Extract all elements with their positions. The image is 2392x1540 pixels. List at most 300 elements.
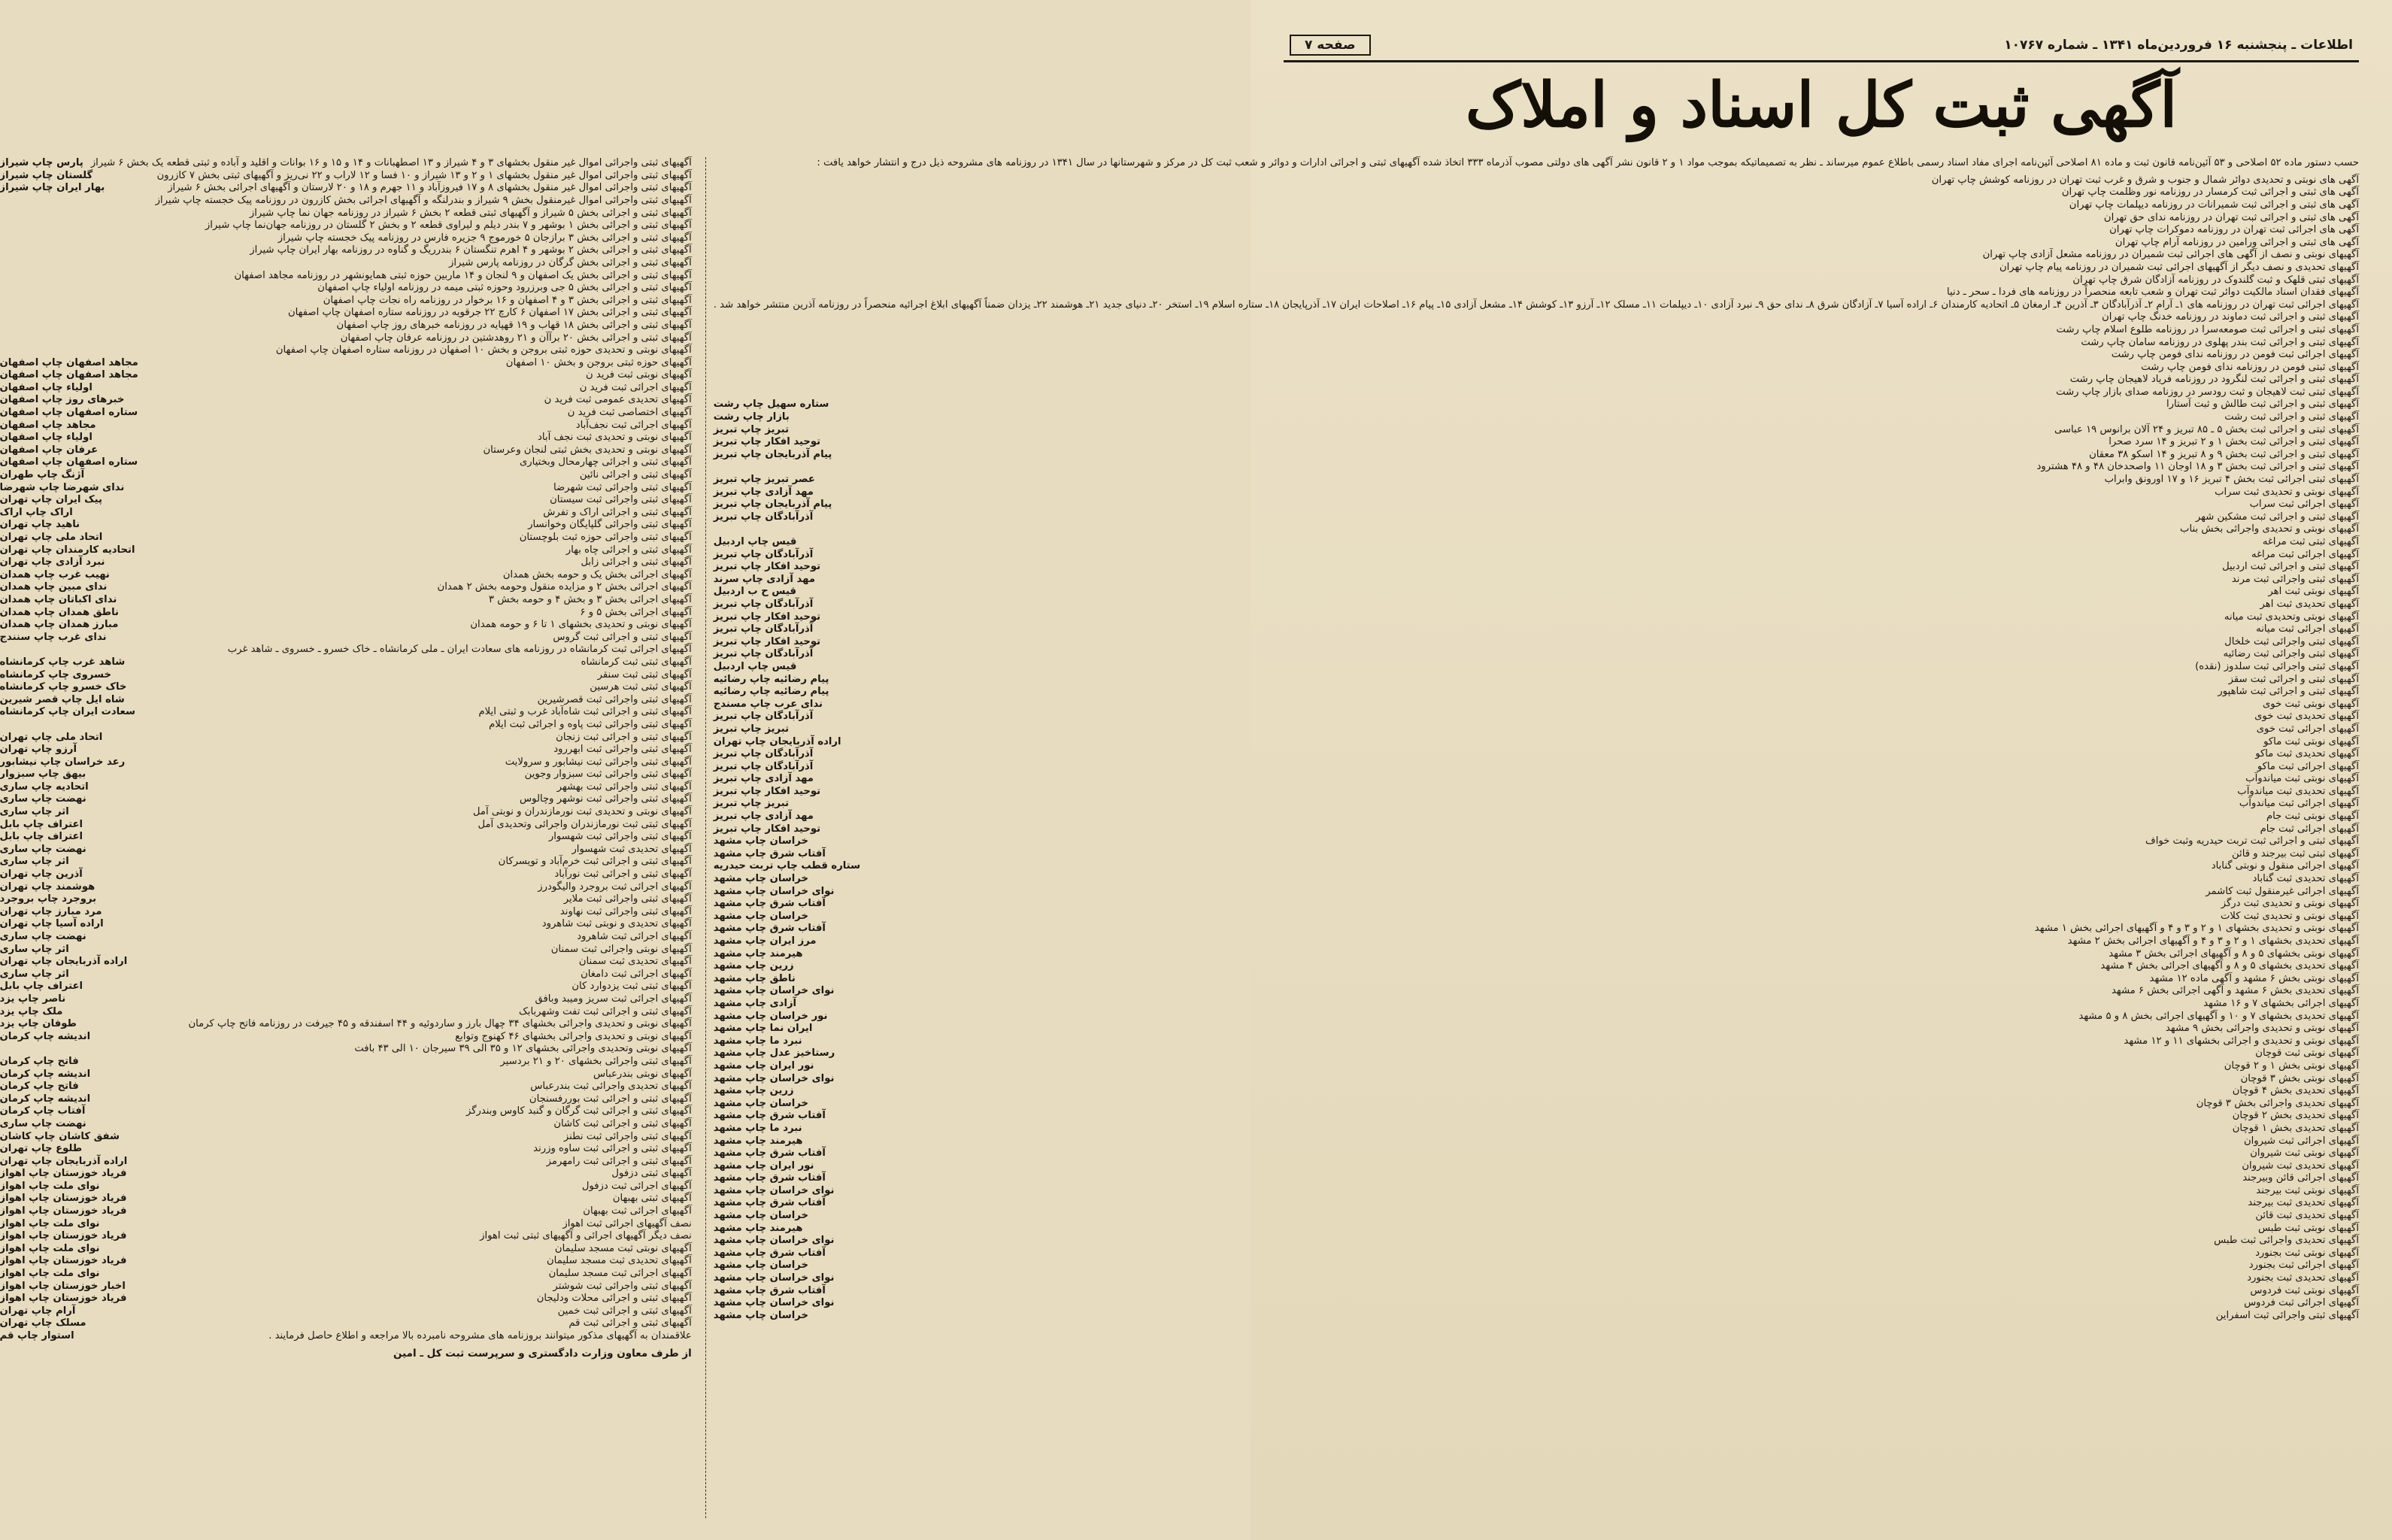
notice-line: [0, 694, 692, 707]
newspaper-name: نوای خراسان چاپ مشهد: [713, 985, 835, 997]
notice-text: آگهیهای اجرائی ثبت دزفول: [581, 1180, 692, 1192]
notice-line: [0, 1156, 692, 1169]
notice-line: [0, 1330, 692, 1343]
notice-line: [0, 931, 692, 944]
notice-text: آگهیهای ثبتی ثبت مراغه: [2262, 536, 2359, 547]
notice-line: [714, 1160, 2359, 1173]
notice-line: [714, 237, 2359, 250]
notice-line: [714, 898, 2359, 911]
notice-line: [0, 594, 692, 607]
newspaper-name: پیام رضائیه چاپ رضائیه: [713, 686, 829, 698]
notice-line: [714, 1235, 2359, 1247]
notice-text: آگهیهای تحدیدی بخش ۲ قوچان: [2232, 1110, 2359, 1122]
newspaper-name: آذرآبادگان چاپ تبریز: [713, 623, 814, 635]
notice-line: [0, 1193, 692, 1205]
notice-line: [0, 1118, 692, 1131]
newspaper-name: اندیشه چاپ کرمان: [0, 1030, 91, 1042]
notice-text: آگهیهای تحدیدی بخش ۶ مشهد و آگهی اجرائی بخش ۶ مشهد: [2111, 985, 2359, 997]
newspaper-name: رعد خراسان چاپ نیشابور: [0, 756, 126, 768]
newspaper-name: عرفان چاپ اصفهان: [0, 444, 99, 456]
notice-text: آگهیهای نوبتی و نصف از آگهی های اجرائی ثبت شمیران در روزنامه مشعل آزادی چاپ تهران: [1982, 249, 2359, 261]
newspaper-name: فریاد خوزستان چاپ اهواز: [0, 1255, 127, 1267]
notice-line: [714, 337, 2359, 350]
notice-text: آگهیهای تحدیدی ثبت خوی: [2254, 711, 2359, 723]
notice-line: [714, 960, 2359, 973]
notice-line: [0, 918, 692, 931]
notice-line: [714, 1047, 2359, 1060]
newspaper-name: نور خراسان چاپ مشهد: [713, 1010, 828, 1022]
notice-text: آگهیهای تحدیدی ثبت ماکو: [2255, 748, 2359, 760]
newspaper-name: ستاره قطب چاپ تربت حیدریه: [713, 860, 861, 872]
notice-text: آگهیهای ثبتی واجرائی ثبت خلخال: [2224, 635, 2359, 647]
newspaper-name: نوای خراسان چاپ مشهد: [713, 1297, 835, 1309]
notice-text: آگهیهای ثبتی و اجرائی بخش ۲۰ برآآن و ۲۱ روهدشتین در روزنامه عرفان چاپ اصفهان: [340, 332, 692, 344]
notice-line: [714, 1185, 2359, 1198]
notice-text: آگهیهای نوبتی و تحدیدی ثبت درگز: [2221, 898, 2359, 910]
notice-line: [0, 831, 692, 844]
notice-line: [0, 456, 692, 469]
newspaper-name: اراده آسیا چاپ تهران: [0, 918, 104, 930]
notice-text: آگهیهای ثبتی و اجرائی ثبت طالش و ثبت آستارا: [2166, 399, 2359, 411]
newspaper-name: خراسان چاپ مشهد: [713, 1210, 808, 1222]
notice-text: آگهیهای نوبتی و تحدیدی واجرائی بخش بناب: [2180, 523, 2359, 535]
newspaper-name: ندای شهرضا چاپ شهرضا: [0, 481, 125, 493]
notice-text: آگهیهای ثبتی و اجرائی بخش ۵ جی وبرزرود وحوزه ثبتی میمه در روزنامه اولیاء چاپ اصفهان: [317, 282, 692, 294]
notice-text: آگهیهای ثبتی واجرائی ثبت نیشابور و سرولایت: [505, 756, 692, 768]
newspaper-name: تبریز چاپ تبریز: [713, 798, 790, 810]
notice-line: [0, 208, 692, 220]
notice-text: آگهیهای ثبتی و اجرائی ثبت کاشان: [553, 1117, 692, 1129]
notice-line: [0, 1018, 692, 1031]
notice-text: آگهیهای ثبتی واجرائی ثبت شهسوار: [548, 831, 692, 843]
newspaper-name: نهضت چاپ ساری: [0, 1117, 86, 1129]
notice-line: [714, 474, 2359, 487]
notice-line: [0, 1243, 692, 1256]
newspaper-name: اندیشه چاپ کرمان: [0, 1068, 91, 1080]
notice-text: آگهیهای ثبتی و اجرائی ثبت رشت: [2224, 411, 2359, 423]
newspaper-name: بازار چاپ رشت: [713, 411, 790, 423]
notice-text: آگهیهای اجرائی ثبت بجنورد: [2248, 1260, 2359, 1272]
notice-line: [0, 856, 692, 869]
notice-text: آگهیهای ثبتی و اجرائی ثبت بخش ۱ و ۲ تبریز و ۱۴ سرد صحرا: [2109, 436, 2359, 448]
newspaper-name: نور ایران چاپ مشهد: [713, 1060, 814, 1072]
notice-line: [714, 1035, 2359, 1048]
newspaper-name: ستاره اصفهان چاپ اصفهان: [0, 456, 138, 468]
newspaper-name: خبرهای روز چاپ اصفهان: [0, 394, 125, 406]
notice-line: [0, 819, 692, 832]
newspaper-name: تبریز چاپ تبریز: [713, 423, 790, 435]
newspaper-name: اثر چاپ ساری: [0, 968, 69, 980]
notice-text: آگهیهای اجرائی ثبت سریز ومیبد وبافق: [535, 993, 692, 1005]
notice-line: [714, 761, 2359, 774]
notice-text: آگهیهای نوبتی ثبت فردوس: [2250, 1284, 2359, 1296]
notice-line: [714, 798, 2359, 811]
newspaper-name: اعتراف چاپ بابل: [0, 981, 83, 993]
newspaper-name: نوای ملت چاپ اهواز: [0, 1180, 100, 1192]
notice-line: [0, 869, 692, 881]
notice-line: [0, 732, 692, 744]
newspaper-name: پیام آذربایجان چاپ تبریز: [713, 448, 832, 460]
notice-text: آگهیهای ثبتی و اجرائی ثبت شاهپور: [2218, 686, 2359, 698]
notice-line: [0, 232, 692, 245]
notice-text: آگهیهای نوبتی و تحدیدی واجرائی بخش ۹ مشهد: [2166, 1023, 2359, 1035]
notice-line: [0, 469, 692, 482]
notice-text: آگهیهای اجرائی منقول و نوبتی گناباد: [2211, 860, 2359, 872]
newspaper-name: آفتاب شرق چاپ مشهد: [713, 1147, 826, 1160]
notice-text: آگهیهای تحدیدی واجرائی ثبت بندرعباس: [530, 1081, 692, 1093]
notice-line: [0, 407, 692, 420]
newspaper-name: مهد آزادی چاپ سرند: [713, 573, 815, 585]
notice-text: آگهیهای ثبتی و اجرائی ثبت گروس: [553, 631, 692, 643]
notice-line: [714, 212, 2359, 225]
notice-text: آگهیهای ثبتی واجرائی ثبت نوشهر وچالوس: [520, 793, 692, 805]
notice-text: آگهیهای ثبتی واجرائی ثبت سیستان: [550, 494, 692, 506]
notice-line: [0, 656, 692, 669]
notice-text: آگهیهای ثبتی و اجرائی ثبت بخش ۳ و ۱۸ اوجان ۱۱ واصحدخان ۴۸ و ۴۸ هشترود: [2036, 461, 2359, 473]
notice-line: [714, 674, 2359, 687]
newspaper-name: توحید افکار چاپ تبریز: [713, 561, 821, 573]
notice-text: آگهیهای اجرائی ثبت نجف‌آباد: [575, 419, 692, 431]
notice-line: [714, 1272, 2359, 1285]
notice-line: [714, 1285, 2359, 1298]
notice-line: [0, 1143, 692, 1156]
notice-text: آگهیهای ثبتی و اجرائی چاه بهار: [565, 544, 692, 556]
newspaper-name: ندای مبین چاپ همدان: [0, 581, 108, 593]
newspaper-name: خراسان چاپ مشهد: [713, 1097, 808, 1109]
notice-text: آگهیهای نوبتی و تحدیدی ثبت نورمازندران و نوبتی آمل: [472, 806, 692, 818]
notice-line: [714, 586, 2359, 599]
notice-text: آگهیهای اختصاصی ثبت فرید ن: [567, 407, 692, 419]
notice-line: [714, 711, 2359, 723]
notice-line: [714, 823, 2359, 836]
notice-line: [714, 786, 2359, 799]
newspaper-name: آفتاب شرق چاپ مشهد: [713, 1172, 826, 1184]
notice-line: [714, 848, 2359, 861]
newspaper-name: خراسان چاپ مشهد: [713, 910, 808, 922]
newspaper-name: اراک چاپ اراک: [0, 506, 73, 518]
notice-line: [0, 394, 692, 407]
notice-text: آگهیهای ثبتی واجرائی ثبت شوشتر: [553, 1280, 692, 1292]
notice-text: آگهیهای ثبتی و اجرائی چهارمحال وبختیاری: [519, 456, 692, 468]
notice-text: آگهیهای ثبتی و اجرائی ثبت سقز: [2228, 673, 2359, 685]
notice-text: آگهیهای تحدیدی بخش ۱ قوچان: [2232, 1122, 2359, 1134]
newspaper-name: مجاهد اصفهان چاپ اصفهان: [0, 369, 138, 381]
notice-text: آگهیهای تحدیدی عمومی ثبت فرید ن: [544, 394, 692, 406]
newspaper-name: آژنگ چاپ طهران: [0, 469, 85, 481]
notice-line: [0, 519, 692, 532]
notice-text: آگهی های اجرائی ثبت تهران در روزنامه دموکرات چاپ تهران: [2109, 224, 2359, 236]
left-column: [0, 157, 692, 1518]
notice-line: [0, 1056, 692, 1069]
newspaper-name: آرام چاپ تهران: [0, 1305, 76, 1317]
newspaper-name: آذرآبادگان چاپ تبریز: [713, 511, 814, 523]
notice-line: [714, 561, 2359, 574]
notice-line: [714, 1260, 2359, 1272]
notice-line: [714, 399, 2359, 411]
notice-line: [714, 224, 2359, 237]
notice-text: آگهیهای ثبتی ثبت هرسین: [590, 681, 692, 693]
newspaper-name: شفق کاشان چاپ کاشان: [0, 1130, 120, 1142]
newspaper-name: اندیشه چاپ کرمان: [0, 1093, 91, 1105]
notice-text: آگهیهای اجرائی ثبت جام: [2260, 823, 2359, 835]
notice-line: [714, 748, 2359, 761]
notice-text: آگهیهای ثبتی و اجرائی بخش یک اصفهان و ۹ لنجان و ۱۴ ماربین حوزه ثبتی همایونشهر در روزنامه مجاهد اصفهان: [234, 269, 692, 281]
notice-line: [0, 220, 692, 232]
newspaper-name: نور ایران چاپ مشهد: [713, 1160, 814, 1172]
notice-text: آگهیهای ثبتی واجرائی اموال غیر منقول بخشهای ۳ و ۴ شیراز و ۱۳ اصطهبانات و ۱۴ و ۱۵ و ۱۶ بوانات و اقلید و آباده و ثبتی قطعه یک بخش ۶ شیراز: [90, 157, 692, 169]
notice-text: آگهیهای نوبتی و تحدیدی بخش ثبتی لنجان وعرستان: [483, 444, 692, 456]
notice-line: [714, 1085, 2359, 1098]
notice-text: آگهی های ثبتی و اجرائی ثبت شمیرانات در روزنامه دیپلمات چاپ تهران: [2069, 199, 2359, 211]
notice-line: [0, 369, 692, 382]
notice-line: [714, 499, 2359, 511]
notice-text: آگهیهای ثبتی و اجرائی ثبت خمین: [557, 1305, 692, 1317]
notice-text: آگهیهای ثبتی بهبهان: [612, 1193, 692, 1205]
notice-line: [0, 644, 692, 656]
notice-line: [714, 623, 2359, 636]
notice-line: [714, 461, 2359, 474]
notice-text: آگهیهای اجرائی غیرمنقول ثبت کاشمر: [2206, 885, 2359, 897]
notice-text: آگهیهای نوبتی ثبت طبس: [2257, 1222, 2359, 1234]
notice-text: آگهیهای اجرائی ثبت میانه: [2256, 623, 2359, 635]
notice-line: [714, 1147, 2359, 1160]
notice-text: آگهیهای ثبتی واجرائی اموال غیرمنقول بخش ۹ شیراز و بندرلنگه و آگهیهای اجرائی بخش کازرون در روزنامه پیک خجسته چاپ شیراز: [155, 194, 692, 206]
notice-text: آگهیهای تحدیدی ثبت گناباد: [2252, 873, 2359, 885]
newspaper-name: اراده آذربایجان چاپ تهران: [713, 735, 841, 747]
notice-line: [714, 1011, 2359, 1023]
notice-text: آگهیهای ثبتی واجرائی ثبت ملایر: [563, 893, 692, 905]
notice-text: آگهیهای ثبتی و اجرائی بخش ۲ بوشهر و ۴ اهرم تنگستان ۶ بندرریگ و گناوه در روزنامه بهار ایران چاپ شیراز: [250, 244, 692, 256]
newspaper-name: خسروی چاپ کرمانشاه: [0, 668, 111, 681]
newspaper-name: آفتاب شرق چاپ مشهد: [713, 1284, 826, 1296]
newspaper-name: شاه ایل چاپ قصر شیرین: [0, 693, 125, 705]
newspaper-name: آذرآبادگان چاپ تبریز: [713, 748, 814, 760]
notice-line: [0, 195, 692, 208]
notice-line: [0, 332, 692, 345]
notice-text: آگهیهای ثبتی واجرائی ثبت رضائیه: [2223, 648, 2359, 660]
newspaper-name: آذرآبادگان چاپ تبریز: [713, 598, 814, 610]
notice-text: آگهیهای ثبتی و اجرائی ثبت تفت وشهربابک: [518, 1005, 692, 1017]
newspaper-name: نوای خراسان چاپ مشهد: [713, 885, 835, 897]
notice-text: آگهیهای اجرائی ثبت مسجد سلیمان: [548, 1268, 692, 1280]
newspaper-name: بهار ایران چاپ شیراز: [0, 182, 105, 194]
notice-text: آگهیهای ثبتی و اجرائی ثبت قم: [568, 1317, 692, 1329]
notice-line: [714, 835, 2359, 848]
newspaper-name: اتحاد ملی چاپ تهران: [0, 532, 103, 543]
notice-text: آگهیهای نوبتی و تحدیدی ثبت کلات: [2220, 910, 2359, 922]
notice-line: [0, 1081, 692, 1093]
newspaper-name: قیس ح ب اردبیل: [713, 586, 796, 598]
notice-line: [0, 706, 692, 719]
notice-text: آگهیهای اجرائی ثبت تهران در روزنامه های ۱ـ آرام ۲ـ آذرآبادگان ۳ـ آذرین ۴ـ ارمغان ۵ـ اتحادیه کارمندان ۶ـ اراده آسیا ۷ـ آزادگان شرق ۸ـ ندای حق ۹ـ نبرد آزادی ۱۰ـ دیپلمات ۱۱ـ مسلک ۱۲ـ آرزو ۱۳ـ کوشش ۱۴ـ مشعل آزادی ۱۵ـ پیام ۱۶ـ اصلاحات ایران ۱۷ـ آذرپایجان ۱۸ـ ستاره اسلام ۱۹ـ استخر ۲۰ـ دنیای جدید ۲۱ـ هوشمند ۲۲ـ یزدان ضمناً آگهیهای ابلاغ اجرائیه منحصراً در روزنامه آذرین منتشر خواهد شد .: [713, 299, 2359, 311]
notice-text: آگهیهای اجرائی ثبت فرید ن: [579, 381, 692, 393]
notice-text: آگهیهای ثبتی ثبت لاهیجان و ثبت رودسر در روزنامه صدای بازار چاپ رشت: [2056, 386, 2359, 398]
newspaper-name: نبرد ما چاپ مشهد: [713, 1122, 802, 1134]
newspaper-name: مجاهد چاپ اصفهان: [0, 419, 96, 431]
notice-text: آگهیهای ثبتی و اجرائی ثبت خرم‌آباد و تویسرکان: [498, 856, 692, 868]
notice-text: آگهیهای نوبتی و تحدیدی ثبت نجف آباد: [538, 432, 692, 444]
newspaper-name: نهیب غرب چاپ همدان: [0, 568, 110, 581]
notice-line: [714, 599, 2359, 611]
newspaper-name: توحید افکار چاپ تبریز: [713, 785, 821, 797]
notice-text: آگهیهای تحدیدی ثبت بیرجند: [2248, 1197, 2359, 1209]
notice-line: [0, 507, 692, 520]
newspaper-name: آفتاب شرق چاپ مشهد: [713, 1110, 826, 1122]
notice-text: آگهیهای ثبتی واجرائی اموال غیر منقول بخشهای ۸ و ۱۷ فیروزآباد و ۱۱ جهرم و ۱۸ و ۲۰ لارستان و آگهیهای اجرائی بخش ۶ شیراز: [168, 182, 692, 194]
newspaper-name: فاتح چاپ کرمان: [0, 1081, 79, 1093]
notice-line: [0, 1218, 692, 1231]
notice-line: [0, 1230, 692, 1243]
newspaper-name: نبرد آزادی چاپ تهران: [0, 556, 105, 568]
notice-text: آگهیهای ثبتی و اجرائی اراک و تفرش: [543, 506, 692, 518]
newspaper-name: اولیاء چاپ اصفهان: [0, 432, 92, 444]
newspaper-name: مرز ایران چاپ مشهد: [713, 935, 817, 947]
notice-line: [0, 1131, 692, 1144]
notice-line: [0, 420, 692, 432]
newspaper-name: بروجرد چاپ بروجرد: [0, 893, 97, 905]
notice-line: [714, 424, 2359, 437]
notice-line: [714, 299, 2359, 312]
masthead-bar: [1284, 30, 2359, 62]
notice-line: [0, 793, 692, 806]
notice-line: [0, 1268, 692, 1281]
notice-line: [714, 973, 2359, 986]
notice-text: آگهیهای ثبتی واجرائی ثبت قصرشیرین: [537, 693, 692, 705]
notice-line: [714, 886, 2359, 899]
notice-text: آگهیهای ثبتی و اجرائی ثبت نورآباد: [554, 869, 692, 881]
newspaper-name: اتحادیه کارمندان چاپ تهران: [0, 544, 135, 556]
newspaper-name: توحید افکار چاپ تبریز: [713, 823, 821, 835]
notice-line: [714, 523, 2359, 536]
newspaper-name: ندای غرب چاپ سنندج: [0, 631, 107, 643]
newspaper-name: اثر چاپ ساری: [0, 856, 69, 868]
notice-line: [714, 1310, 2359, 1323]
notice-text: آگهیهای ثبتی و اجرائی ثبت لنگرود در روزنامه فریاد لاهیجان چاپ رشت: [2069, 374, 2359, 386]
notice-text: آگهیهای تحدیدی ثبت شهسوار: [571, 843, 692, 855]
newspaper-name: رستاخیز عدل چاپ مشهد: [713, 1047, 835, 1060]
notice-text: آگهیهای نوبتی و تحدیدی بخشهای ۱ و ۲ و ۳ و ۴ و آگهیهای اجرائی بخش ۱ مشهد: [2034, 923, 2359, 935]
notice-text: آگهیهای نوبتی بخش ۱ و ۲ قوچان: [2224, 1060, 2359, 1072]
notice-line: [714, 449, 2359, 462]
notice-text: آگهیهای اجرائی ثبت بروجرد والیگودرز: [538, 881, 692, 893]
notice-text: آگهیهای ثبتی واجرائی ثبت نطنز: [563, 1130, 692, 1142]
notice-line: [714, 998, 2359, 1011]
notice-text: آگهیهای فقدان اسناد مالکیت دوائر ثبت تهران و شعب تابعه منحصراً در روزنامه های فردا ـ سحر ـ دنیا: [1947, 286, 2359, 299]
notice-line: [714, 811, 2359, 823]
notice-line: [0, 357, 692, 370]
newspaper-name: اثر چاپ ساری: [0, 943, 69, 955]
notice-line: [714, 1247, 2359, 1260]
notice-line: [0, 320, 692, 332]
notice-text: آگهیهای ثبتی و اجرائی نائین: [579, 469, 692, 481]
notice-text: آگهیهای تحدیدی ثبت سمنان: [578, 956, 692, 968]
notice-text: آگهیهای نوبتی ثبت اهر: [2268, 586, 2359, 598]
notice-line: [0, 1168, 692, 1181]
notice-line: [0, 1255, 692, 1268]
newspaper-name: بیهق چاپ سبزوار: [0, 768, 86, 781]
notice-text: آگهیهای ثبتی و اجرائی زابل: [581, 556, 692, 568]
notice-text: آگهیهای اجرائی بخش ۲ و مزایده منقول وحومه بخش ۲ همدان: [437, 581, 692, 593]
notice-line: [714, 1098, 2359, 1111]
notice-text: آگهیهای ثبتی و اجرائی ثبت بخش ۵ ـ ۸۵ تبریز و ۲۴ آلان برانوس ۱۹ عباسی: [2054, 423, 2359, 435]
notice-line: [0, 282, 692, 295]
newspaper-name: نوای ملت چاپ اهواز: [0, 1242, 100, 1254]
notice-line: [0, 607, 692, 620]
notice-text: آگهیهای نوبتی و تحدیدی واجرائی بخشهای ۳۴ چهال بارز و ساردوئیه و ۴۴ اسفندقه و ۴۵ جیرفت در روزنامه فاتح چاپ کرمان: [188, 1018, 692, 1030]
notice-text: آگهیهای اجرائی ثبت خوی: [2256, 723, 2359, 735]
notice-text: آگهیهای ثبتی ثبت نورمازندران واجرائی وتحدیدی آمل: [477, 818, 692, 830]
notice-text: آگهیهای اجرائی قائن وبیرجند: [2242, 1172, 2359, 1184]
notice-text: آگهیهای ثبتی فومن در روزنامه ندای فومن چاپ رشت: [2141, 361, 2359, 373]
newspaper-name: مسلک چاپ تهران: [0, 1317, 86, 1329]
newspaper-name: قیس چاپ اردبیل: [713, 536, 797, 547]
notice-text: آگهیهای تحدیدی ثبت اهر: [2260, 598, 2359, 610]
notice-text: آگهیهای تحدیدی واجرائی بخش ۳ قوچان: [2196, 1097, 2359, 1109]
newspaper-name: آذرآبادگان چاپ تبریز: [713, 648, 814, 660]
notice-line: [0, 969, 692, 981]
notice-line: [714, 174, 2359, 187]
notice-line: [714, 985, 2359, 998]
newspaper-name: نهضت چاپ ساری: [0, 843, 86, 855]
notice-line: [0, 544, 692, 557]
notice-line: [714, 1023, 2359, 1035]
newspaper-name: شاهد غرب چاپ کرمانشاه: [0, 656, 126, 668]
notice-line: [0, 781, 692, 794]
newspaper-name: آفتاب شرق چاپ مشهد: [713, 1197, 826, 1209]
notice-text: آگهیهای نوبتی ثبت بیرجند: [2256, 1184, 2359, 1196]
notice-text: آگهیهای ثبتی دزفول: [611, 1168, 692, 1180]
notice-line: [0, 956, 692, 969]
notice-line: [714, 349, 2359, 362]
newspaper-name: آذرآبادگان چاپ تبریز: [713, 760, 814, 772]
notice-text: آگهیهای نوبتی ثبت مسجد سلیمان: [554, 1242, 692, 1254]
newspaper-name: مرد مبارز چاپ تهران: [0, 905, 102, 917]
left-column-lines: [0, 157, 692, 1342]
page-number: صفحه ۷: [1290, 35, 1371, 56]
newspaper-name: هیرمند چاپ مشهد: [713, 1135, 803, 1147]
newspaper-name: استوار چاپ قم: [0, 1330, 74, 1341]
notice-text: آگهیهای ثبتی واجرائی ثبت سبزوار وجوین: [524, 768, 692, 781]
notice-text: آگهیهای نوبتی و تحدیدی حوزه ثبتی بروجن و بخش ۱۰ اصفهان در روزنامه ستاره اصفهان چاپ اصفهان: [275, 344, 692, 356]
newspaper-name: مهد آزادی چاپ تبریز: [713, 486, 814, 498]
notice-text: آگهیهای تحدیدی و نصف دیگر از آگهیهای اجرائی ثبت شمیران در روزنامه پیام چاپ تهران: [1999, 261, 2359, 273]
signature-line: از طرف معاون وزارت دادگستری و سرپرست ثبت کل ـ امین: [393, 1347, 692, 1360]
newspaper-name: اثر چاپ ساری: [0, 806, 69, 818]
notice-text: آگهیهای تحدیدی ثبت بجنورد: [2247, 1272, 2359, 1284]
notice-line: [714, 1060, 2359, 1073]
notice-line: [0, 1305, 692, 1318]
newspaper-name: نهضت چاپ ساری: [0, 931, 86, 942]
newspaper-name: ستاره اصفهان چاپ اصفهان: [0, 407, 138, 419]
notice-text: آگهیهای ثبتی و اجرائی بخش ۱۸ قهاب و ۱۹ قهپایه در روزنامه خبرهای روز چاپ اصفهان: [336, 319, 692, 331]
newspaper-name: ندای عرب چاپ مسندج: [713, 698, 823, 710]
newspaper-name: خراسان چاپ مشهد: [713, 835, 808, 847]
notice-text: آگهیهای تحدیدی ثبت میاندوآب: [2237, 785, 2359, 797]
notice-line: [0, 1043, 692, 1056]
intro-paragraph: حسب دستور ماده ۵۲ اصلاحی و ۵۳ آئین‌نامه قانون ثبت و ماده ۸۱ اصلاحی آئین‌نامه اجرای مفاد اسناد رسمی باطلاع عموم میرساند ـ نظر به تصمیماتیکه بموجب مواد ۱ و ۲ قانون نشر آگهی های دولتی مصوب آذرماه ۳۳۳ اتخاذ شده آگهیهای ثبتی و اجرائی ادارات و دوائر و شعب ثبت کل در مرکز و شهرستانها در سال ۱۳۴۱ در روزنامه های مشروحه ذیل درج و انتشار خواهد یافت :: [817, 157, 2359, 169]
notice-line: [0, 532, 692, 544]
notice-line: [0, 1181, 692, 1193]
notice-text: آگهیهای ثبتی واجرائی حوزه ثبت بلوچستان: [519, 532, 692, 543]
newspaper-name: سعادت ایران چاپ کرمانشاه: [0, 706, 135, 718]
newspaper-name: فریاد خوزستان چاپ اهواز: [0, 1293, 127, 1305]
notice-text: آگهیهای تحدیدی بخش ۴ قوچان: [2232, 1085, 2359, 1097]
notice-text: آگهیهای اجرائی ثبت ماکو: [2257, 760, 2359, 772]
notice-text: آگهیهای نوبتی بخش ۶ مشهد و آگهی ماده ۱۲ مشهد: [2149, 972, 2359, 984]
newspaper-name: آذرآبادگان چاپ تبریز: [713, 711, 814, 723]
notice-text: آگهیهای ثبتی و اجرائی بخش ۱۷ اصفهان ۶ کارچ ۲۲ جرقویه در روزنامه ستاره اصفهان چاپ اصفهان: [287, 307, 692, 319]
notice-line: [0, 244, 692, 257]
